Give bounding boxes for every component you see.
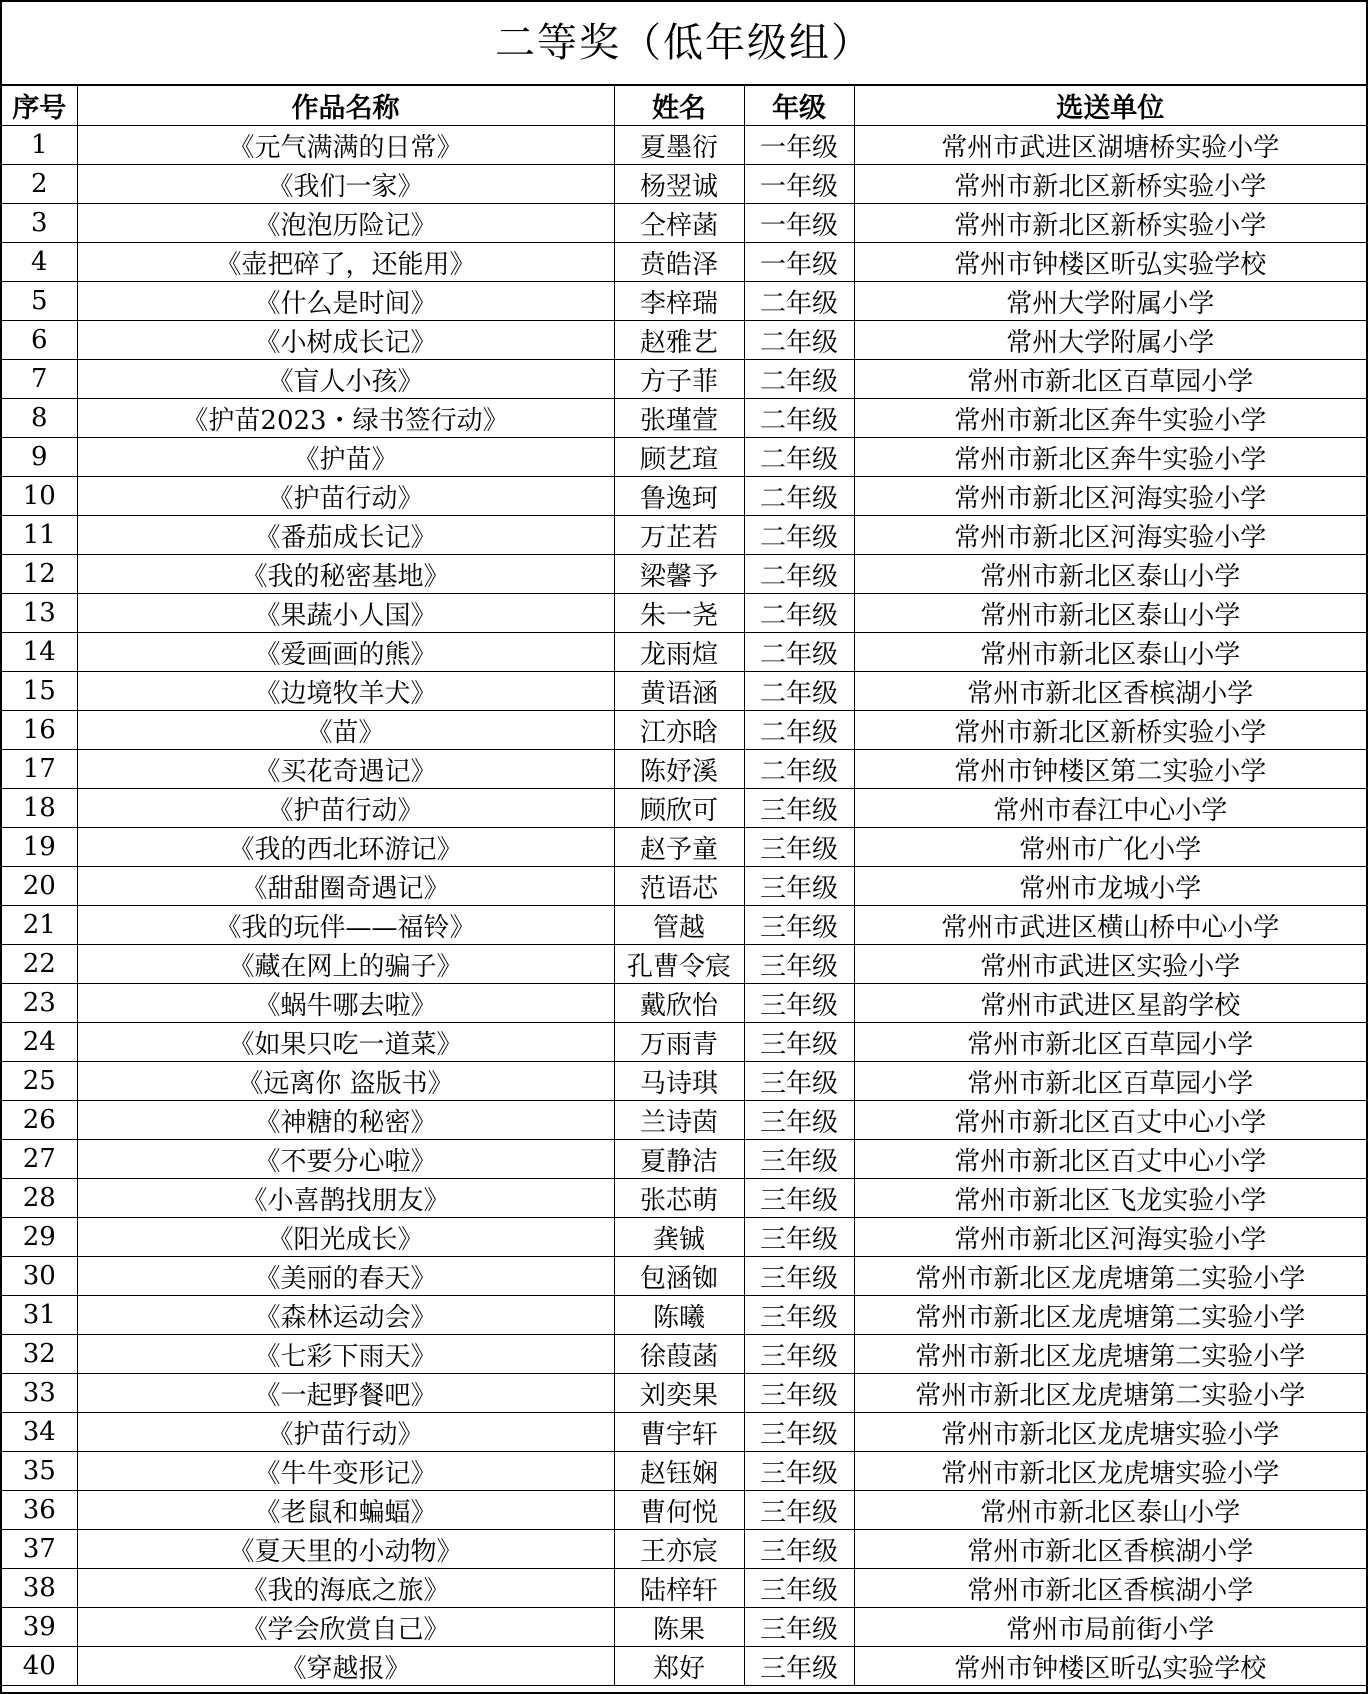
school: 常州市钟楼区昕弘实验学校 <box>854 1647 1366 1686</box>
student-name: 孔曹令宸 <box>614 945 744 984</box>
row-index: 20 <box>2 867 77 906</box>
table-row <box>2 126 1366 165</box>
work-title: 《夏天里的小动物》 <box>77 1530 614 1569</box>
table-row <box>2 1335 1366 1374</box>
work-title: 《什么是时间》 <box>77 282 614 321</box>
school: 常州市新北区龙虎塘第二实验小学 <box>854 1296 1366 1335</box>
table-row <box>2 1530 1366 1569</box>
work-title: 《穿越报》 <box>77 1647 614 1686</box>
row-index: 15 <box>2 672 77 711</box>
grade: 二年级 <box>744 282 854 321</box>
student-name: 张芯萌 <box>614 1179 744 1218</box>
work-title: 《果蔬小人国》 <box>77 594 614 633</box>
work-title: 《学会欣赏自己》 <box>77 1608 614 1647</box>
student-name: 万雨青 <box>614 1023 744 1062</box>
row-index: 7 <box>2 360 77 399</box>
work-title: 《美丽的春天》 <box>77 1257 614 1296</box>
work-title: 《神糖的秘密》 <box>77 1101 614 1140</box>
school: 常州市新北区龙虎塘第二实验小学 <box>854 1335 1366 1374</box>
school: 常州市新北区百丈中心小学 <box>854 1140 1366 1179</box>
row-index: 13 <box>2 594 77 633</box>
row-index: 6 <box>2 321 77 360</box>
school: 常州市新北区河海实验小学 <box>854 516 1366 555</box>
grade: 三年级 <box>744 1296 854 1335</box>
table-row <box>2 1296 1366 1335</box>
row-index: 5 <box>2 282 77 321</box>
grade: 三年级 <box>744 1569 854 1608</box>
row-index: 14 <box>2 633 77 672</box>
school: 常州大学附属小学 <box>854 282 1366 321</box>
row-index: 36 <box>2 1491 77 1530</box>
work-title: 《藏在网上的骗子》 <box>77 945 614 984</box>
work-title: 《小喜鹊找朋友》 <box>77 1179 614 1218</box>
work-title: 《阳光成长》 <box>77 1218 614 1257</box>
row-index: 38 <box>2 1569 77 1608</box>
student-name: 赵予童 <box>614 828 744 867</box>
table-row <box>2 828 1366 867</box>
student-name: 王亦宸 <box>614 1530 744 1569</box>
student-name: 贲皓泽 <box>614 243 744 282</box>
student-name: 范语芯 <box>614 867 744 906</box>
header-student-name: 姓名 <box>614 86 744 126</box>
award-table <box>2 86 1366 1686</box>
table-row <box>2 789 1366 828</box>
school: 常州市钟楼区第二实验小学 <box>854 750 1366 789</box>
grade: 三年级 <box>744 1335 854 1374</box>
grade: 三年级 <box>744 1374 854 1413</box>
student-name: 张瑾萱 <box>614 399 744 438</box>
work-title: 《护苗行动》 <box>77 1413 614 1452</box>
work-title: 《我的海底之旅》 <box>77 1569 614 1608</box>
row-index: 2 <box>2 165 77 204</box>
row-index: 11 <box>2 516 77 555</box>
work-title: 《番茄成长记》 <box>77 516 614 555</box>
school: 常州市局前街小学 <box>854 1608 1366 1647</box>
grade: 三年级 <box>744 867 854 906</box>
row-index: 8 <box>2 399 77 438</box>
row-index: 34 <box>2 1413 77 1452</box>
table-row <box>2 750 1366 789</box>
header-school: 选送单位 <box>854 86 1366 126</box>
school: 常州市新北区泰山小学 <box>854 594 1366 633</box>
work-title: 《我们一家》 <box>77 165 614 204</box>
student-name: 龙雨煊 <box>614 633 744 672</box>
table-row <box>2 1452 1366 1491</box>
school: 常州市新北区奔牛实验小学 <box>854 438 1366 477</box>
grade: 三年级 <box>744 1413 854 1452</box>
grade: 三年级 <box>744 1062 854 1101</box>
school: 常州市新北区百草园小学 <box>854 1062 1366 1101</box>
school: 常州市新北区龙虎塘第二实验小学 <box>854 1374 1366 1413</box>
work-title: 《护苗》 <box>77 438 614 477</box>
row-index: 26 <box>2 1101 77 1140</box>
row-index: 22 <box>2 945 77 984</box>
grade: 三年级 <box>744 1023 854 1062</box>
row-index: 9 <box>2 438 77 477</box>
work-title: 《蜗牛哪去啦》 <box>77 984 614 1023</box>
grade: 三年级 <box>744 984 854 1023</box>
school: 常州市新北区新桥实验小学 <box>854 204 1366 243</box>
school: 常州市新北区龙虎塘第二实验小学 <box>854 1257 1366 1296</box>
school: 常州市广化小学 <box>854 828 1366 867</box>
work-title: 《不要分心啦》 <box>77 1140 614 1179</box>
row-index: 4 <box>2 243 77 282</box>
school: 常州市武进区实验小学 <box>854 945 1366 984</box>
school: 常州市新北区新桥实验小学 <box>854 165 1366 204</box>
table-row <box>2 399 1366 438</box>
row-index: 39 <box>2 1608 77 1647</box>
work-title: 《七彩下雨天》 <box>77 1335 614 1374</box>
row-index: 29 <box>2 1218 77 1257</box>
student-name: 朱一尧 <box>614 594 744 633</box>
grade: 三年级 <box>744 945 854 984</box>
row-index: 18 <box>2 789 77 828</box>
table-row <box>2 1647 1366 1686</box>
grade: 三年级 <box>744 789 854 828</box>
grade: 二年级 <box>744 672 854 711</box>
work-title: 《护苗行动》 <box>77 477 614 516</box>
row-index: 28 <box>2 1179 77 1218</box>
table-row <box>2 438 1366 477</box>
table-row <box>2 360 1366 399</box>
row-index: 33 <box>2 1374 77 1413</box>
table-row <box>2 1608 1366 1647</box>
table-row <box>2 594 1366 633</box>
school: 常州市新北区香槟湖小学 <box>854 672 1366 711</box>
school: 常州大学附属小学 <box>854 321 1366 360</box>
grade: 三年级 <box>744 1452 854 1491</box>
table-row <box>2 1140 1366 1179</box>
work-title: 《苗》 <box>77 711 614 750</box>
grade: 一年级 <box>744 126 854 165</box>
student-name: 曹宇轩 <box>614 1413 744 1452</box>
row-index: 37 <box>2 1530 77 1569</box>
table-row <box>2 945 1366 984</box>
student-name: 万芷若 <box>614 516 744 555</box>
student-name: 梁馨予 <box>614 555 744 594</box>
row-index: 30 <box>2 1257 77 1296</box>
student-name: 管越 <box>614 906 744 945</box>
table-row <box>2 1413 1366 1452</box>
school: 常州市新北区河海实验小学 <box>854 477 1366 516</box>
school: 常州市春江中心小学 <box>854 789 1366 828</box>
student-name: 江亦晗 <box>614 711 744 750</box>
work-title: 《小树成长记》 <box>77 321 614 360</box>
work-title: 《老鼠和蝙蝠》 <box>77 1491 614 1530</box>
work-title: 《护苗行动》 <box>77 789 614 828</box>
student-name: 夏静洁 <box>614 1140 744 1179</box>
grade: 二年级 <box>744 633 854 672</box>
work-title: 《买花奇遇记》 <box>77 750 614 789</box>
student-name: 仝梓菡 <box>614 204 744 243</box>
student-name: 李梓瑞 <box>614 282 744 321</box>
student-name: 兰诗茵 <box>614 1101 744 1140</box>
table-row <box>2 516 1366 555</box>
school: 常州市新北区龙虎塘实验小学 <box>854 1452 1366 1491</box>
work-title: 《森林运动会》 <box>77 1296 614 1335</box>
student-name: 顾欣可 <box>614 789 744 828</box>
grade: 三年级 <box>744 906 854 945</box>
row-index: 32 <box>2 1335 77 1374</box>
table-row <box>2 633 1366 672</box>
work-title: 《边境牧羊犬》 <box>77 672 614 711</box>
row-index: 17 <box>2 750 77 789</box>
grade: 二年级 <box>744 516 854 555</box>
grade: 一年级 <box>744 204 854 243</box>
work-title: 《爱画画的熊》 <box>77 633 614 672</box>
row-index: 23 <box>2 984 77 1023</box>
table-row <box>2 1101 1366 1140</box>
table-row <box>2 1218 1366 1257</box>
grade: 二年级 <box>744 438 854 477</box>
header-index: 序号 <box>2 86 77 126</box>
row-index: 16 <box>2 711 77 750</box>
header-work-title: 作品名称 <box>77 86 614 126</box>
student-name: 陆梓轩 <box>614 1569 744 1608</box>
school: 常州市钟楼区昕弘实验学校 <box>854 243 1366 282</box>
school: 常州市新北区百丈中心小学 <box>854 1101 1366 1140</box>
table-row <box>2 1374 1366 1413</box>
table-row <box>2 906 1366 945</box>
student-name: 徐葭菡 <box>614 1335 744 1374</box>
student-name: 赵雅艺 <box>614 321 744 360</box>
work-title: 《我的西北环游记》 <box>77 828 614 867</box>
row-index: 27 <box>2 1140 77 1179</box>
grade: 二年级 <box>744 555 854 594</box>
student-name: 黄语涵 <box>614 672 744 711</box>
student-name: 顾艺瑄 <box>614 438 744 477</box>
student-name: 刘奕果 <box>614 1374 744 1413</box>
student-name: 赵钰娴 <box>614 1452 744 1491</box>
work-title: 《我的玩伴——福铃》 <box>77 906 614 945</box>
table-row <box>2 1062 1366 1101</box>
school: 常州市新北区泰山小学 <box>854 633 1366 672</box>
work-title: 《远离你 盗版书》 <box>77 1062 614 1101</box>
student-name: 戴欣怡 <box>614 984 744 1023</box>
work-title: 《盲人小孩》 <box>77 360 614 399</box>
grade: 二年级 <box>744 594 854 633</box>
grade: 三年级 <box>744 1218 854 1257</box>
student-name: 曹何悦 <box>614 1491 744 1530</box>
student-name: 陈果 <box>614 1608 744 1647</box>
work-title: 《护苗2023・绿书签行动》 <box>77 399 614 438</box>
row-index: 31 <box>2 1296 77 1335</box>
work-title: 《如果只吃一道菜》 <box>77 1023 614 1062</box>
table-row <box>2 282 1366 321</box>
student-name: 方子菲 <box>614 360 744 399</box>
table-row <box>2 1023 1366 1062</box>
grade: 三年级 <box>744 1140 854 1179</box>
table-row <box>2 672 1366 711</box>
school: 常州市新北区河海实验小学 <box>854 1218 1366 1257</box>
grade: 三年级 <box>744 1608 854 1647</box>
row-index: 35 <box>2 1452 77 1491</box>
row-index: 10 <box>2 477 77 516</box>
school: 常州市新北区香槟湖小学 <box>854 1530 1366 1569</box>
table-row <box>2 1179 1366 1218</box>
school: 常州市武进区湖塘桥实验小学 <box>854 126 1366 165</box>
row-index: 1 <box>2 126 77 165</box>
grade: 二年级 <box>744 711 854 750</box>
student-name: 夏墨衍 <box>614 126 744 165</box>
school: 常州市新北区泰山小学 <box>854 1491 1366 1530</box>
student-name: 马诗琪 <box>614 1062 744 1101</box>
school: 常州市新北区香槟湖小学 <box>854 1569 1366 1608</box>
row-index: 3 <box>2 204 77 243</box>
table-row <box>2 867 1366 906</box>
school: 常州市新北区飞龙实验小学 <box>854 1179 1366 1218</box>
grade: 三年级 <box>744 828 854 867</box>
row-index: 40 <box>2 1647 77 1686</box>
school: 常州市新北区龙虎塘实验小学 <box>854 1413 1366 1452</box>
school: 常州市龙城小学 <box>854 867 1366 906</box>
grade: 三年级 <box>744 1491 854 1530</box>
grade: 二年级 <box>744 750 854 789</box>
table-body <box>2 126 1366 1686</box>
row-index: 21 <box>2 906 77 945</box>
row-index: 12 <box>2 555 77 594</box>
work-title: 《元气满满的日常》 <box>77 126 614 165</box>
grade: 二年级 <box>744 321 854 360</box>
grade: 三年级 <box>744 1647 854 1686</box>
work-title: 《牛牛变形记》 <box>77 1452 614 1491</box>
school: 常州市新北区百草园小学 <box>854 360 1366 399</box>
school: 常州市新北区新桥实验小学 <box>854 711 1366 750</box>
school: 常州市武进区星韵学校 <box>854 984 1366 1023</box>
work-title: 《甜甜圈奇遇记》 <box>77 867 614 906</box>
work-title: 《泡泡历险记》 <box>77 204 614 243</box>
table-row <box>2 477 1366 516</box>
grade: 一年级 <box>744 165 854 204</box>
grade: 一年级 <box>744 243 854 282</box>
school: 常州市武进区横山桥中心小学 <box>854 906 1366 945</box>
table-row <box>2 321 1366 360</box>
school: 常州市新北区百草园小学 <box>854 1023 1366 1062</box>
student-name: 鲁逸珂 <box>614 477 744 516</box>
page-title: 二等奖（低年级组） <box>2 2 1366 86</box>
work-title: 《我的秘密基地》 <box>77 555 614 594</box>
grade: 三年级 <box>744 1179 854 1218</box>
student-name: 郑好 <box>614 1647 744 1686</box>
grade: 二年级 <box>744 477 854 516</box>
row-index: 19 <box>2 828 77 867</box>
row-index: 25 <box>2 1062 77 1101</box>
student-name: 陈曦 <box>614 1296 744 1335</box>
school: 常州市新北区奔牛实验小学 <box>854 399 1366 438</box>
table-row <box>2 555 1366 594</box>
table-row <box>2 1257 1366 1296</box>
student-name: 陈妤溪 <box>614 750 744 789</box>
grade: 三年级 <box>744 1257 854 1296</box>
table-row <box>2 711 1366 750</box>
table-row <box>2 1491 1366 1530</box>
row-index: 24 <box>2 1023 77 1062</box>
grade: 三年级 <box>744 1530 854 1569</box>
student-name: 包涵铷 <box>614 1257 744 1296</box>
grade: 二年级 <box>744 360 854 399</box>
school: 常州市新北区泰山小学 <box>854 555 1366 594</box>
table-row <box>2 165 1366 204</box>
table-row <box>2 984 1366 1023</box>
work-title: 《一起野餐吧》 <box>77 1374 614 1413</box>
table-row <box>2 204 1366 243</box>
table-row <box>2 1569 1366 1608</box>
student-name: 杨翌诚 <box>614 165 744 204</box>
work-title: 《壶把碎了，还能用》 <box>77 243 614 282</box>
header-grade: 年级 <box>744 86 854 126</box>
table-header-row <box>2 86 1366 126</box>
table-row <box>2 243 1366 282</box>
grade: 二年级 <box>744 399 854 438</box>
grade: 三年级 <box>744 1101 854 1140</box>
student-name: 龚铖 <box>614 1218 744 1257</box>
